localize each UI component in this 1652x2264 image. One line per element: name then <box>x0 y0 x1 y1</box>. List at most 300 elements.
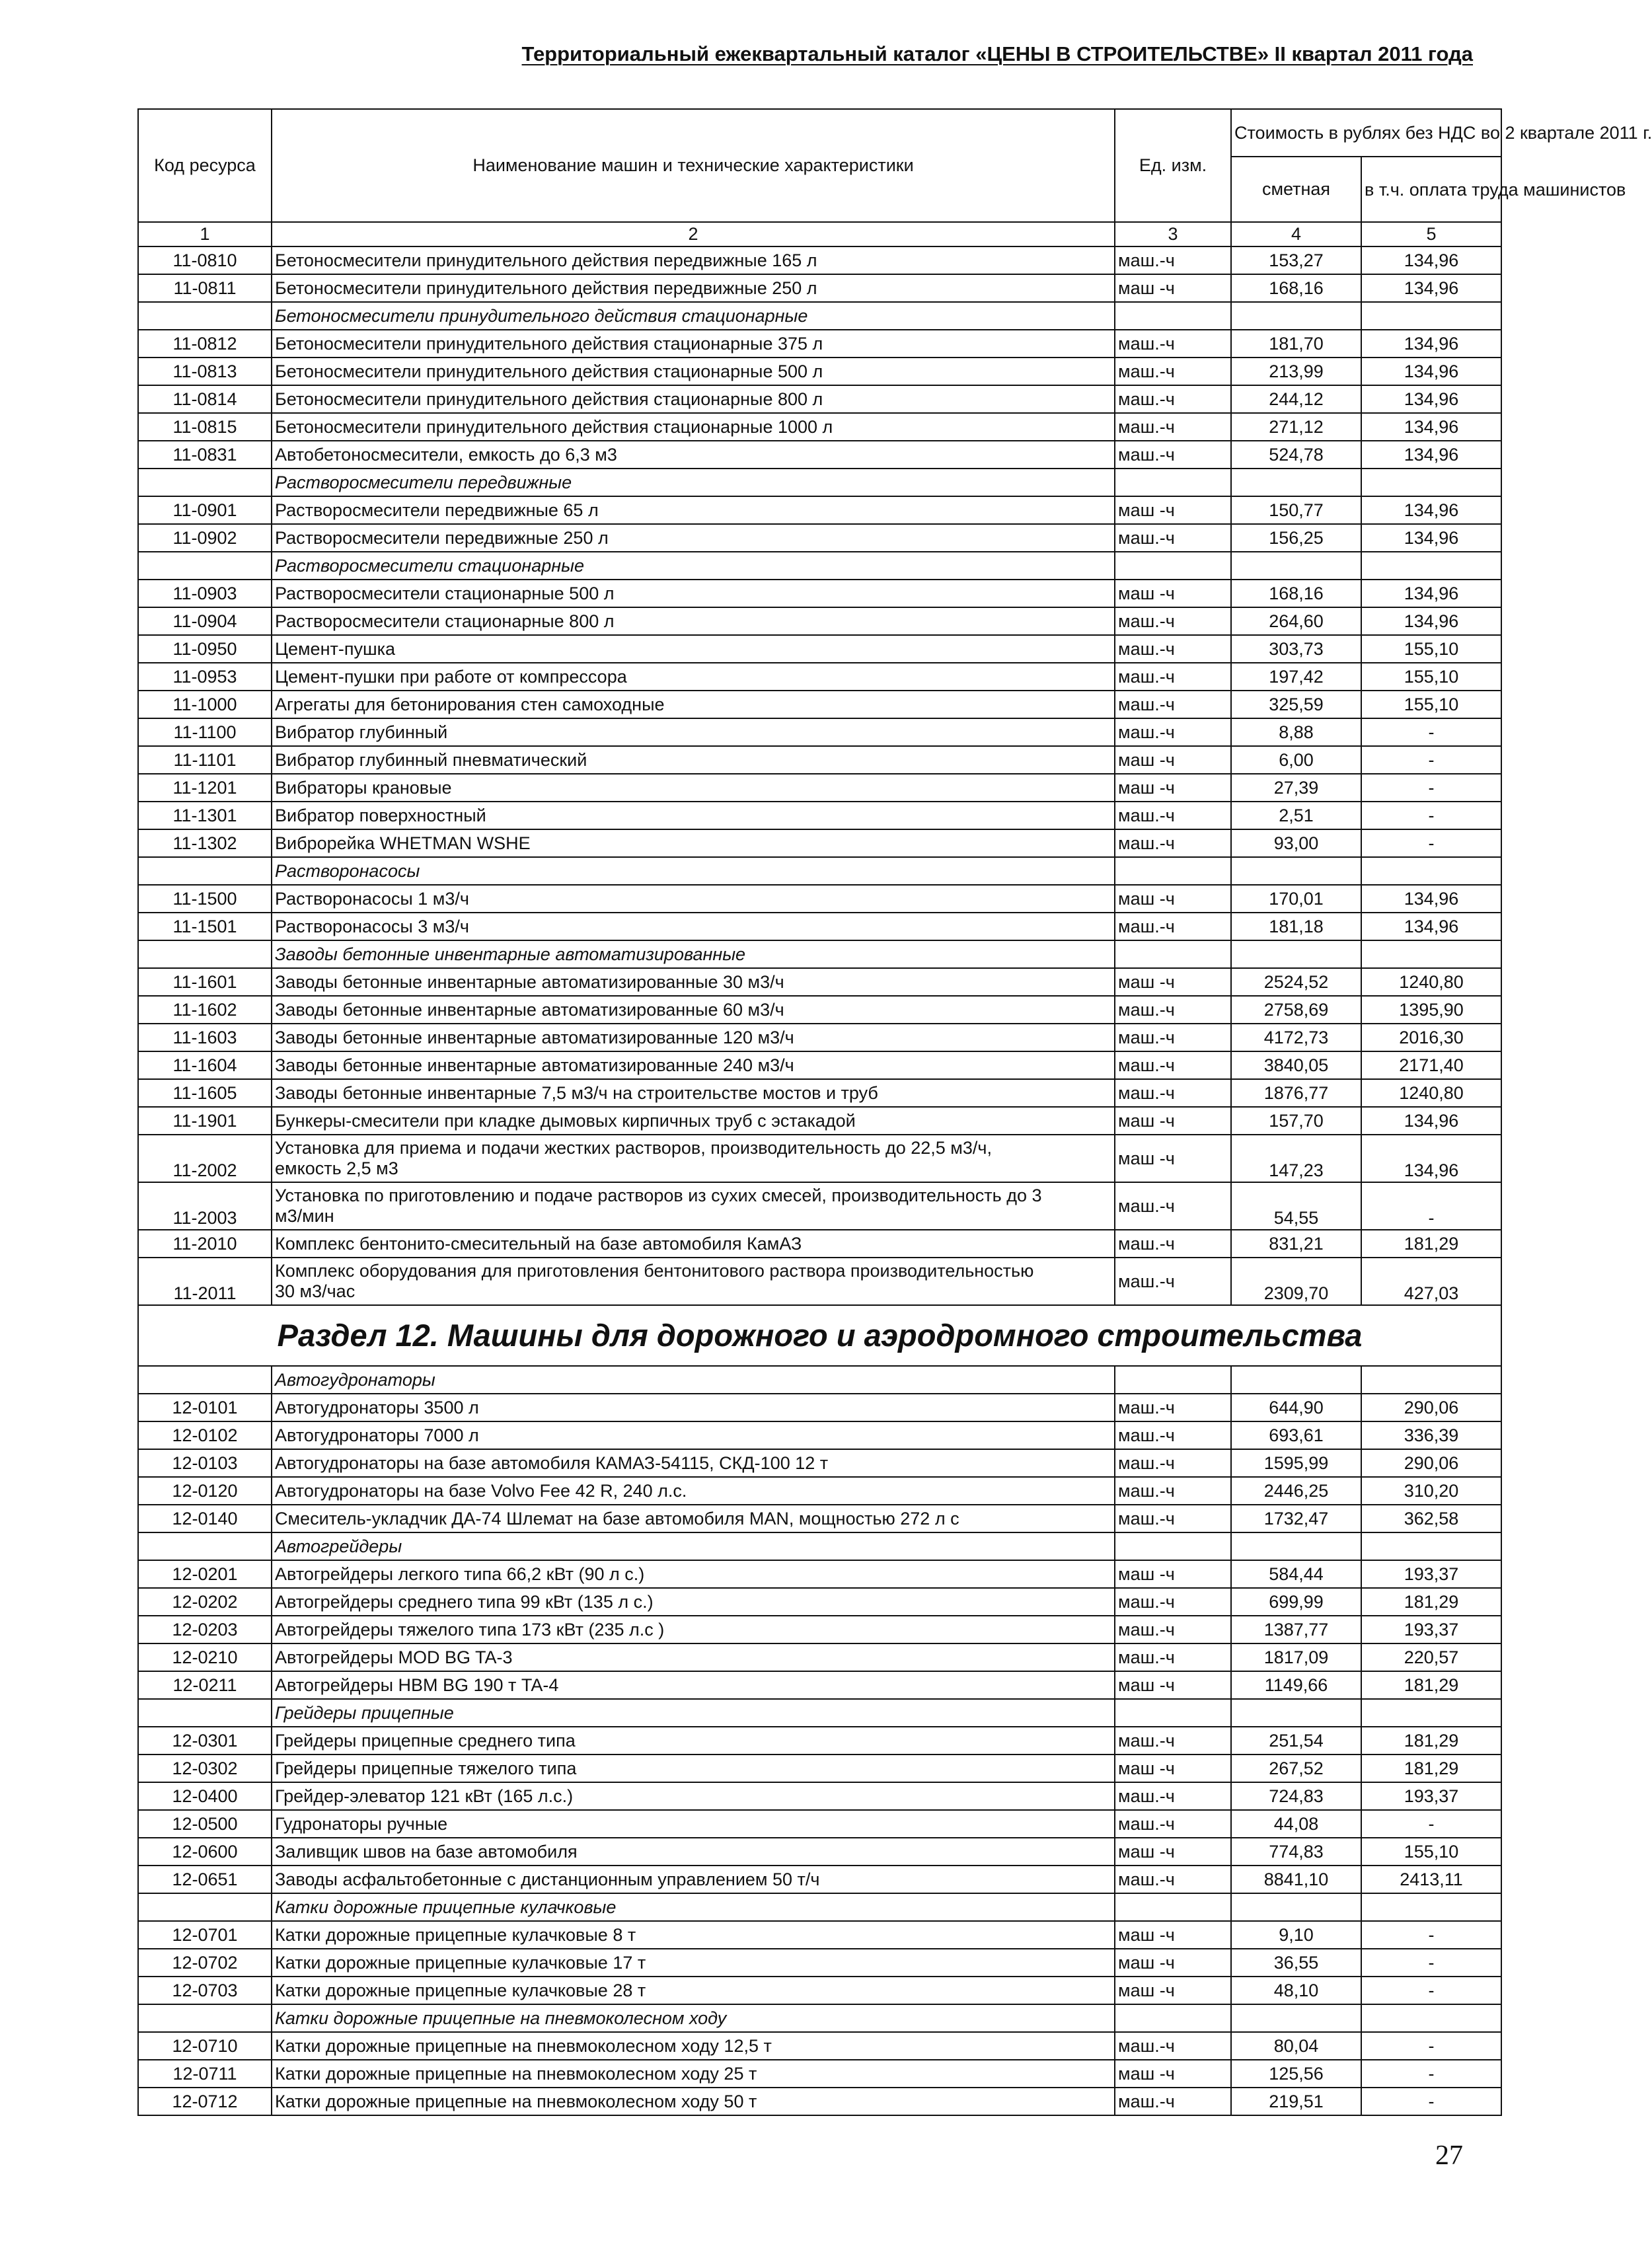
estimate-cost-cell: 267,52 <box>1231 1755 1361 1782</box>
resource-code-cell: 11-1500 <box>138 885 272 913</box>
machine-name-cell: Заводы бетонные инвентарные автоматизированные 120 м3/ч <box>272 1024 1115 1051</box>
resource-code-cell <box>138 1699 272 1727</box>
labor-cost-cell: 155,10 <box>1361 691 1501 718</box>
machine-name-cell: Катки дорожные прицепные кулачковые 28 т <box>272 1977 1115 2004</box>
unit-cell: маш.-ч <box>1115 413 1231 441</box>
labor-cost-cell: 134,96 <box>1361 441 1501 469</box>
machine-name-cell: Заводы асфальтобетонные с дистанционным управлением 50 т/ч <box>272 1866 1115 1893</box>
resource-code-cell: 11-0811 <box>138 274 272 302</box>
machine-name-cell: Заливщик швов на базе автомобиля <box>272 1838 1115 1866</box>
header-row <box>138 109 1501 157</box>
resource-code-cell: 11-1602 <box>138 996 272 1024</box>
machine-name-cell: Заводы бетонные инвентарные 7,5 м3/ч на строительстве мостов и труб <box>272 1079 1115 1107</box>
estimate-cost-cell: 36,55 <box>1231 1949 1361 1977</box>
group-heading-row <box>138 1893 1501 1921</box>
table-row <box>138 718 1501 746</box>
estimate-cost-cell: 93,00 <box>1231 829 1361 857</box>
estimate-cost-cell: 264,60 <box>1231 607 1361 635</box>
table-row <box>138 663 1501 691</box>
column-number-1: 1 <box>138 222 272 246</box>
unit-cell: маш.-ч <box>1115 330 1231 358</box>
resource-code-cell <box>138 857 272 885</box>
estimate-cost-cell: 147,23 <box>1231 1135 1361 1182</box>
unit-cell: маш.-ч <box>1115 1421 1231 1449</box>
labor-cost-cell: 181,29 <box>1361 1727 1501 1755</box>
resource-code-cell: 12-0701 <box>138 1921 272 1949</box>
unit-cell: маш.-ч <box>1115 1782 1231 1810</box>
header-estimate: сметная <box>1231 157 1361 222</box>
unit-cell: маш.-ч <box>1115 1727 1231 1755</box>
table-row <box>138 1135 1501 1182</box>
table-row <box>138 1477 1501 1505</box>
machine-name-cell: Автобетоносмесители, емкость до 6,3 м3 <box>272 441 1115 469</box>
machine-name-cell: Бетоносмесители принудительного действия стационарные 500 л <box>272 358 1115 385</box>
labor-cost-cell: 134,96 <box>1361 496 1501 524</box>
labor-cost-cell: 134,96 <box>1361 385 1501 413</box>
labor-cost-cell: 155,10 <box>1361 1838 1501 1866</box>
unit-cell: маш.-ч <box>1115 1477 1231 1505</box>
unit-cell: маш.-ч <box>1115 441 1231 469</box>
estimate-cost-cell <box>1231 302 1361 330</box>
labor-cost-cell: - <box>1361 2032 1501 2060</box>
machine-name-cell: Цемент-пушка <box>272 635 1115 663</box>
estimate-cost-cell <box>1231 1366 1361 1394</box>
unit-cell <box>1115 302 1231 330</box>
estimate-cost-cell: 170,01 <box>1231 885 1361 913</box>
resource-code-cell: 11-1501 <box>138 913 272 940</box>
machine-name-cell: Комплекс оборудования для приготовления бентонитового раствора производительностью 30 м3/час <box>272 1258 1115 1305</box>
estimate-cost-cell: 2524,52 <box>1231 968 1361 996</box>
machine-name-cell: Растворосмесители передвижные 250 л <box>272 524 1115 552</box>
labor-cost-cell: 134,96 <box>1361 246 1501 274</box>
estimate-cost-cell: 1595,99 <box>1231 1449 1361 1477</box>
table-row <box>138 413 1501 441</box>
table-row <box>138 1949 1501 1977</box>
labor-cost-cell <box>1361 940 1501 968</box>
unit-cell: маш -ч <box>1115 1755 1231 1782</box>
table-row <box>138 524 1501 552</box>
labor-cost-cell: 134,96 <box>1361 1107 1501 1135</box>
unit-cell: маш.-ч <box>1115 1643 1231 1671</box>
labor-cost-cell: 155,10 <box>1361 663 1501 691</box>
resource-code-cell: 11-0812 <box>138 330 272 358</box>
labor-cost-cell: 193,37 <box>1361 1782 1501 1810</box>
unit-cell: маш.-ч <box>1115 2088 1231 2115</box>
estimate-cost-cell: 724,83 <box>1231 1782 1361 1810</box>
unit-cell: маш -ч <box>1115 580 1231 607</box>
machine-name-cell: Бетоносмесители принудительного действия стационарные 1000 л <box>272 413 1115 441</box>
estimate-cost-cell: 251,54 <box>1231 1727 1361 1755</box>
labor-cost-cell: 181,29 <box>1361 1588 1501 1616</box>
table-row <box>138 1449 1501 1477</box>
unit-cell: маш -ч <box>1115 496 1231 524</box>
labor-cost-cell <box>1361 1366 1501 1394</box>
column-number-3: 3 <box>1115 222 1231 246</box>
machine-name-cell: Установка по приготовлению и подаче растворов из сухих смесей, производительность до 3 м3/мин <box>272 1182 1115 1230</box>
resource-code-cell: 11-0902 <box>138 524 272 552</box>
unit-cell <box>1115 940 1231 968</box>
estimate-cost-cell: 6,00 <box>1231 746 1361 774</box>
estimate-cost-cell: 2309,70 <box>1231 1258 1361 1305</box>
table-row <box>138 358 1501 385</box>
table-row <box>138 774 1501 802</box>
table-row <box>138 1727 1501 1755</box>
unit-cell <box>1115 1366 1231 1394</box>
table-row <box>138 1671 1501 1699</box>
resource-code-cell: 11-0831 <box>138 441 272 469</box>
labor-cost-cell: - <box>1361 1810 1501 1838</box>
machine-name-cell: Катки дорожные прицепные на пневмоколесном ходу 50 т <box>272 2088 1115 2115</box>
group-name-cell: Растворосмесители передвижные <box>272 469 1115 496</box>
unit-cell <box>1115 1893 1231 1921</box>
header-unit: Ед. изм. <box>1115 109 1231 222</box>
resource-code-cell: 12-0400 <box>138 1782 272 1810</box>
group-heading-row <box>138 302 1501 330</box>
unit-cell <box>1115 857 1231 885</box>
machine-name-cell: Автогрейдеры среднего типа 99 кВт (135 л с.) <box>272 1588 1115 1616</box>
estimate-cost-cell: 80,04 <box>1231 2032 1361 2060</box>
labor-cost-cell: 134,96 <box>1361 413 1501 441</box>
estimate-cost-cell <box>1231 1699 1361 1727</box>
table-row <box>138 1560 1501 1588</box>
resource-code-cell: 12-0211 <box>138 1671 272 1699</box>
group-heading-row <box>138 1366 1501 1394</box>
resource-code-cell: 11-1101 <box>138 746 272 774</box>
estimate-cost-cell: 1876,77 <box>1231 1079 1361 1107</box>
machine-name-cell: Комплекс бентонито-смесительный на базе автомобиля КамАЗ <box>272 1230 1115 1258</box>
table-row <box>138 1782 1501 1810</box>
unit-cell: маш.-ч <box>1115 1051 1231 1079</box>
labor-cost-cell: - <box>1361 2088 1501 2115</box>
labor-cost-cell: 1395,90 <box>1361 996 1501 1024</box>
table-row <box>138 496 1501 524</box>
resource-code-cell: 11-1302 <box>138 829 272 857</box>
labor-cost-cell: 1240,80 <box>1361 1079 1501 1107</box>
unit-cell: маш -ч <box>1115 2060 1231 2088</box>
estimate-cost-cell: 1817,09 <box>1231 1643 1361 1671</box>
resource-code-cell: 11-1201 <box>138 774 272 802</box>
labor-cost-cell: 290,06 <box>1361 1394 1501 1421</box>
resource-code-cell: 12-0120 <box>138 1477 272 1505</box>
estimate-cost-cell: 8,88 <box>1231 718 1361 746</box>
machine-name-cell: Грейдеры прицепные среднего типа <box>272 1727 1115 1755</box>
resource-code-cell: 12-0702 <box>138 1949 272 1977</box>
unit-cell: маш.-ч <box>1115 802 1231 829</box>
labor-cost-cell: 310,20 <box>1361 1477 1501 1505</box>
estimate-cost-cell: 244,12 <box>1231 385 1361 413</box>
estimate-cost-cell: 303,73 <box>1231 635 1361 663</box>
unit-cell: маш.-ч <box>1115 524 1231 552</box>
resource-code-cell: 11-2011 <box>138 1258 272 1305</box>
table-row <box>138 1921 1501 1949</box>
resource-code-cell: 12-0703 <box>138 1977 272 2004</box>
table-row <box>138 1182 1501 1230</box>
resource-code-cell: 12-0201 <box>138 1560 272 1588</box>
group-heading-row <box>138 940 1501 968</box>
table-row <box>138 1051 1501 1079</box>
labor-cost-cell: - <box>1361 1949 1501 1977</box>
labor-cost-cell: 427,03 <box>1361 1258 1501 1305</box>
machine-name-cell: Растворосмесители стационарные 500 л <box>272 580 1115 607</box>
unit-cell: маш.-ч <box>1115 691 1231 718</box>
resource-code-cell: 11-0950 <box>138 635 272 663</box>
table-row <box>138 1838 1501 1866</box>
column-number-row <box>138 222 1501 246</box>
labor-cost-cell: 181,29 <box>1361 1755 1501 1782</box>
labor-cost-cell <box>1361 1532 1501 1560</box>
table-row <box>138 1866 1501 1893</box>
estimate-cost-cell: 213,99 <box>1231 358 1361 385</box>
group-name-cell: Грейдеры прицепные <box>272 1699 1115 1727</box>
resource-code-cell <box>138 940 272 968</box>
table-header <box>138 109 1652 246</box>
column-number-5: 5 <box>1361 222 1501 246</box>
table-row <box>138 635 1501 663</box>
group-name-cell: Катки дорожные прицепные на пневмоколесном ходу <box>272 2004 1115 2032</box>
table-row <box>138 1024 1501 1051</box>
estimate-cost-cell: 27,39 <box>1231 774 1361 802</box>
labor-cost-cell: 155,10 <box>1361 635 1501 663</box>
resource-code-cell: 11-0953 <box>138 663 272 691</box>
resource-code-cell: 12-0140 <box>138 1505 272 1532</box>
resource-code-cell: 12-0202 <box>138 1588 272 1616</box>
table-row <box>138 1977 1501 2004</box>
machine-name-cell: Автогрейдеры MOD BG TA-3 <box>272 1643 1115 1671</box>
unit-cell <box>1115 1699 1231 1727</box>
table-row <box>138 829 1501 857</box>
labor-cost-cell: 1240,80 <box>1361 968 1501 996</box>
resource-code-cell: 12-0301 <box>138 1727 272 1755</box>
estimate-cost-cell: 325,59 <box>1231 691 1361 718</box>
unit-cell: маш.-ч <box>1115 246 1231 274</box>
unit-cell: маш.-ч <box>1115 1449 1231 1477</box>
labor-cost-cell: 134,96 <box>1361 1135 1501 1182</box>
resource-code-cell: 12-0210 <box>138 1643 272 1671</box>
resource-code-cell: 11-1301 <box>138 802 272 829</box>
resource-code-cell: 12-0101 <box>138 1394 272 1421</box>
labor-cost-cell <box>1361 1893 1501 1921</box>
estimate-cost-cell: 168,16 <box>1231 274 1361 302</box>
unit-cell: маш.-ч <box>1115 663 1231 691</box>
resource-code-cell: 11-1601 <box>138 968 272 996</box>
labor-cost-cell <box>1361 469 1501 496</box>
table-row <box>138 885 1501 913</box>
machine-name-cell: Автогрейдеры легкого типа 66,2 кВт (90 л с.) <box>272 1560 1115 1588</box>
estimate-cost-cell: 1732,47 <box>1231 1505 1361 1532</box>
estimate-cost-cell: 4172,73 <box>1231 1024 1361 1051</box>
labor-cost-cell: 181,29 <box>1361 1671 1501 1699</box>
estimate-cost-cell: 831,21 <box>1231 1230 1361 1258</box>
unit-cell: маш -ч <box>1115 1977 1231 2004</box>
unit-cell: маш.-ч <box>1115 1588 1231 1616</box>
group-name-cell: Автогрейдеры <box>272 1532 1115 1560</box>
machine-name-cell: Гудронаторы ручные <box>272 1810 1115 1838</box>
estimate-cost-cell: 157,70 <box>1231 1107 1361 1135</box>
table-row <box>138 2088 1501 2115</box>
machine-name-cell: Виброрейка WHETMAN WSHE <box>272 829 1115 857</box>
price-table <box>137 108 1652 2116</box>
resource-code-cell: 11-2010 <box>138 1230 272 1258</box>
page-number: 27 <box>1435 2140 1463 2171</box>
unit-cell: маш -ч <box>1115 1921 1231 1949</box>
resource-code-cell: 11-0904 <box>138 607 272 635</box>
table-row <box>138 607 1501 635</box>
table-row <box>138 1258 1501 1305</box>
table-row <box>138 1394 1501 1421</box>
resource-code-cell: 11-1100 <box>138 718 272 746</box>
labor-cost-cell: 134,96 <box>1361 358 1501 385</box>
labor-cost-cell: - <box>1361 1182 1501 1230</box>
labor-cost-cell <box>1361 302 1501 330</box>
unit-cell: маш -ч <box>1115 1560 1231 1588</box>
labor-cost-cell: - <box>1361 829 1501 857</box>
machine-name-cell: Бетоносмесители принудительного действия передвижные 165 л <box>272 246 1115 274</box>
machine-name-cell: Катки дорожные прицепные на пневмоколесном ходу 25 т <box>272 2060 1115 2088</box>
group-heading-row <box>138 2004 1501 2032</box>
machine-name-cell: Заводы бетонные инвентарные автоматизированные 240 м3/ч <box>272 1051 1115 1079</box>
estimate-cost-cell: 8841,10 <box>1231 1866 1361 1893</box>
unit-cell: маш -ч <box>1115 1671 1231 1699</box>
resource-code-cell: 11-1604 <box>138 1051 272 1079</box>
group-name-cell: Бетоносмесители принудительного действия стационарные <box>272 302 1115 330</box>
estimate-cost-cell: 181,18 <box>1231 913 1361 940</box>
machine-name-cell: Грейдеры прицепные тяжелого типа <box>272 1755 1115 1782</box>
resource-code-cell: 12-0103 <box>138 1449 272 1477</box>
header-code: Код ресурса <box>138 109 272 222</box>
resource-code-cell: 11-1000 <box>138 691 272 718</box>
labor-cost-cell <box>1361 857 1501 885</box>
table-row <box>138 691 1501 718</box>
labor-cost-cell: - <box>1361 2060 1501 2088</box>
group-heading-row <box>138 857 1501 885</box>
unit-cell: маш.-ч <box>1115 607 1231 635</box>
machine-name-cell: Агрегаты для бетонирования стен самоходные <box>272 691 1115 718</box>
labor-cost-cell: 290,06 <box>1361 1449 1501 1477</box>
table-row <box>138 441 1501 469</box>
estimate-cost-cell: 54,55 <box>1231 1182 1361 1230</box>
labor-cost-cell: 193,37 <box>1361 1560 1501 1588</box>
labor-cost-cell: 181,29 <box>1361 1230 1501 1258</box>
estimate-cost-cell <box>1231 2004 1361 2032</box>
machine-name-cell: Вибратор глубинный пневматический <box>272 746 1115 774</box>
unit-cell: маш.-ч <box>1115 1258 1231 1305</box>
table-row <box>138 580 1501 607</box>
group-name-cell: Автогудронаторы <box>272 1366 1115 1394</box>
unit-cell: маш -ч <box>1115 1838 1231 1866</box>
resource-code-cell: 11-1603 <box>138 1024 272 1051</box>
labor-cost-cell: - <box>1361 718 1501 746</box>
resource-code-cell <box>138 469 272 496</box>
labor-cost-cell: - <box>1361 1921 1501 1949</box>
table-row <box>138 746 1501 774</box>
table-row <box>138 330 1501 358</box>
estimate-cost-cell: 2446,25 <box>1231 1477 1361 1505</box>
unit-cell: маш.-ч <box>1115 1230 1231 1258</box>
machine-name-cell: Бетоносмесители принудительного действия стационарные 800 л <box>272 385 1115 413</box>
group-name-cell: Катки дорожные прицепные кулачковые <box>272 1893 1115 1921</box>
table-row <box>138 2060 1501 2088</box>
resource-code-cell: 11-1901 <box>138 1107 272 1135</box>
unit-cell: маш.-ч <box>1115 829 1231 857</box>
labor-cost-cell: 2171,40 <box>1361 1051 1501 1079</box>
labor-cost-cell: - <box>1361 746 1501 774</box>
resource-code-cell: 11-0901 <box>138 496 272 524</box>
resource-code-cell: 11-2003 <box>138 1182 272 1230</box>
table-row <box>138 1505 1501 1532</box>
estimate-cost-cell <box>1231 552 1361 580</box>
unit-cell: маш.-ч <box>1115 1024 1231 1051</box>
estimate-cost-cell: 699,99 <box>1231 1588 1361 1616</box>
column-number-2: 2 <box>272 222 1115 246</box>
resource-code-cell: 12-0500 <box>138 1810 272 1838</box>
labor-cost-cell: - <box>1361 1977 1501 2004</box>
resource-code-cell: 11-0814 <box>138 385 272 413</box>
unit-cell: маш.-ч <box>1115 718 1231 746</box>
section-heading: Раздел 12. Машины для дорожного и аэродромного строительства <box>138 1305 1501 1366</box>
resource-code-cell <box>138 302 272 330</box>
machine-name-cell: Вибратор поверхностный <box>272 802 1115 829</box>
estimate-cost-cell <box>1231 1893 1361 1921</box>
unit-cell: маш -ч <box>1115 774 1231 802</box>
machine-name-cell: Бетоносмесители принудительного действия передвижные 250 л <box>272 274 1115 302</box>
group-heading-row <box>138 469 1501 496</box>
resource-code-cell: 12-0600 <box>138 1838 272 1866</box>
estimate-cost-cell: 584,44 <box>1231 1560 1361 1588</box>
unit-cell: маш -ч <box>1115 274 1231 302</box>
labor-cost-cell: - <box>1361 802 1501 829</box>
estimate-cost-cell: 644,90 <box>1231 1394 1361 1421</box>
labor-cost-cell: - <box>1361 774 1501 802</box>
machine-name-cell: Катки дорожные прицепные кулачковые 8 т <box>272 1921 1115 1949</box>
header-name: Наименование машин и технические характеристики <box>272 109 1115 222</box>
machine-name-cell: Катки дорожные прицепные кулачковые 17 т <box>272 1949 1115 1977</box>
group-heading-row <box>138 1532 1501 1560</box>
resource-code-cell: 11-1605 <box>138 1079 272 1107</box>
estimate-cost-cell: 9,10 <box>1231 1921 1361 1949</box>
table-row <box>138 1810 1501 1838</box>
section-heading-row <box>138 1305 1501 1366</box>
unit-cell: маш.-ч <box>1115 1616 1231 1643</box>
resource-code-cell: 11-0810 <box>138 246 272 274</box>
unit-cell: маш.-ч <box>1115 913 1231 940</box>
labor-cost-cell: 2016,30 <box>1361 1024 1501 1051</box>
machine-name-cell: Растворонасосы 3 м3/ч <box>272 913 1115 940</box>
table-row <box>138 1079 1501 1107</box>
estimate-cost-cell: 3840,05 <box>1231 1051 1361 1079</box>
labor-cost-cell: 134,96 <box>1361 274 1501 302</box>
machine-name-cell: Растворосмесители стационарные 800 л <box>272 607 1115 635</box>
unit-cell: маш.-ч <box>1115 996 1231 1024</box>
labor-cost-cell <box>1361 2004 1501 2032</box>
table-row <box>138 1107 1501 1135</box>
table-row <box>138 802 1501 829</box>
labor-cost-cell: 362,58 <box>1361 1505 1501 1532</box>
labor-cost-cell: 193,37 <box>1361 1616 1501 1643</box>
group-name-cell: Растворосмесители стационарные <box>272 552 1115 580</box>
table-row <box>138 246 1501 274</box>
machine-name-cell: Установка для приема и подачи жестких растворов, производительность до 22,5 м3/ч, емкость 2,5 м3 <box>272 1135 1115 1182</box>
machine-name-cell: Автогрейдеры тяжелого типа 173 кВт (235 л.с ) <box>272 1616 1115 1643</box>
group-heading-row <box>138 1699 1501 1727</box>
resource-code-cell <box>138 1532 272 1560</box>
unit-cell: маш -ч <box>1115 1135 1231 1182</box>
table-row <box>138 1616 1501 1643</box>
resource-code-cell: 11-2002 <box>138 1135 272 1182</box>
table-row <box>138 913 1501 940</box>
unit-cell: маш.-ч <box>1115 1866 1231 1893</box>
labor-cost-cell: 134,96 <box>1361 913 1501 940</box>
unit-cell: маш -ч <box>1115 1107 1231 1135</box>
